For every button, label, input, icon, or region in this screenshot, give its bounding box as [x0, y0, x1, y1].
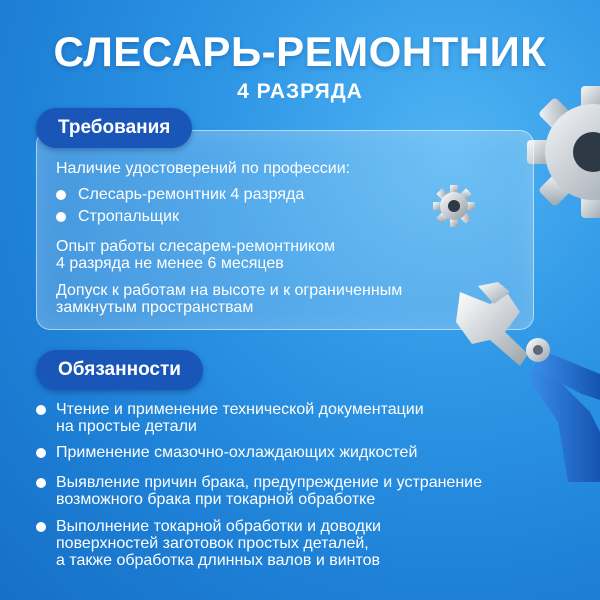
- large-gear-icon: [525, 82, 600, 222]
- requirement-experience: 4 разряда не менее 6 месяцев: [56, 255, 284, 272]
- requirement-experience: Опыт работы слесарем-ремонтником: [56, 238, 336, 255]
- bullet-icon: [56, 190, 66, 200]
- bullet-icon: [36, 448, 46, 458]
- requirements-heading: Требования: [36, 108, 192, 148]
- bullet-icon: [36, 522, 46, 532]
- duty-item: на простые детали: [56, 418, 197, 435]
- duty-item: Выявление причин брака, предупреждение и устранение: [56, 474, 482, 491]
- duty-item: Выполнение токарной обработки и доводки: [56, 518, 381, 535]
- requirement-item: Стропальщик: [78, 208, 180, 225]
- gear-icon: [432, 184, 476, 228]
- pliers-icon: [450, 282, 600, 482]
- duty-item: Применение смазочно-охлаждающих жидкостей: [56, 444, 418, 461]
- duty-item: поверхностей заготовок простых деталей,: [56, 535, 369, 552]
- duties-heading: Обязанности: [36, 350, 203, 390]
- requirement-access: замкнутым пространствам: [56, 299, 254, 316]
- bullet-icon: [36, 478, 46, 488]
- requirement-item: Слесарь-ремонтник 4 разряда: [78, 186, 305, 203]
- bullet-icon: [56, 212, 66, 222]
- duty-item: а также обработка длинных валов и винтов: [56, 552, 381, 569]
- page-title: СЛЕСАРЬ-РЕМОНТНИК: [53, 28, 547, 75]
- requirement-access: Допуск к работам на высоте и к ограниченным: [56, 282, 403, 299]
- bullet-icon: [36, 405, 46, 415]
- duty-item: Чтение и применение технической документации: [56, 401, 424, 418]
- page-subtitle: 4 РАЗРЯДА: [237, 80, 363, 103]
- duty-item: возможного брака при токарной обработке: [56, 491, 376, 508]
- requirements-intro: Наличие удостоверений по профессии:: [56, 160, 351, 177]
